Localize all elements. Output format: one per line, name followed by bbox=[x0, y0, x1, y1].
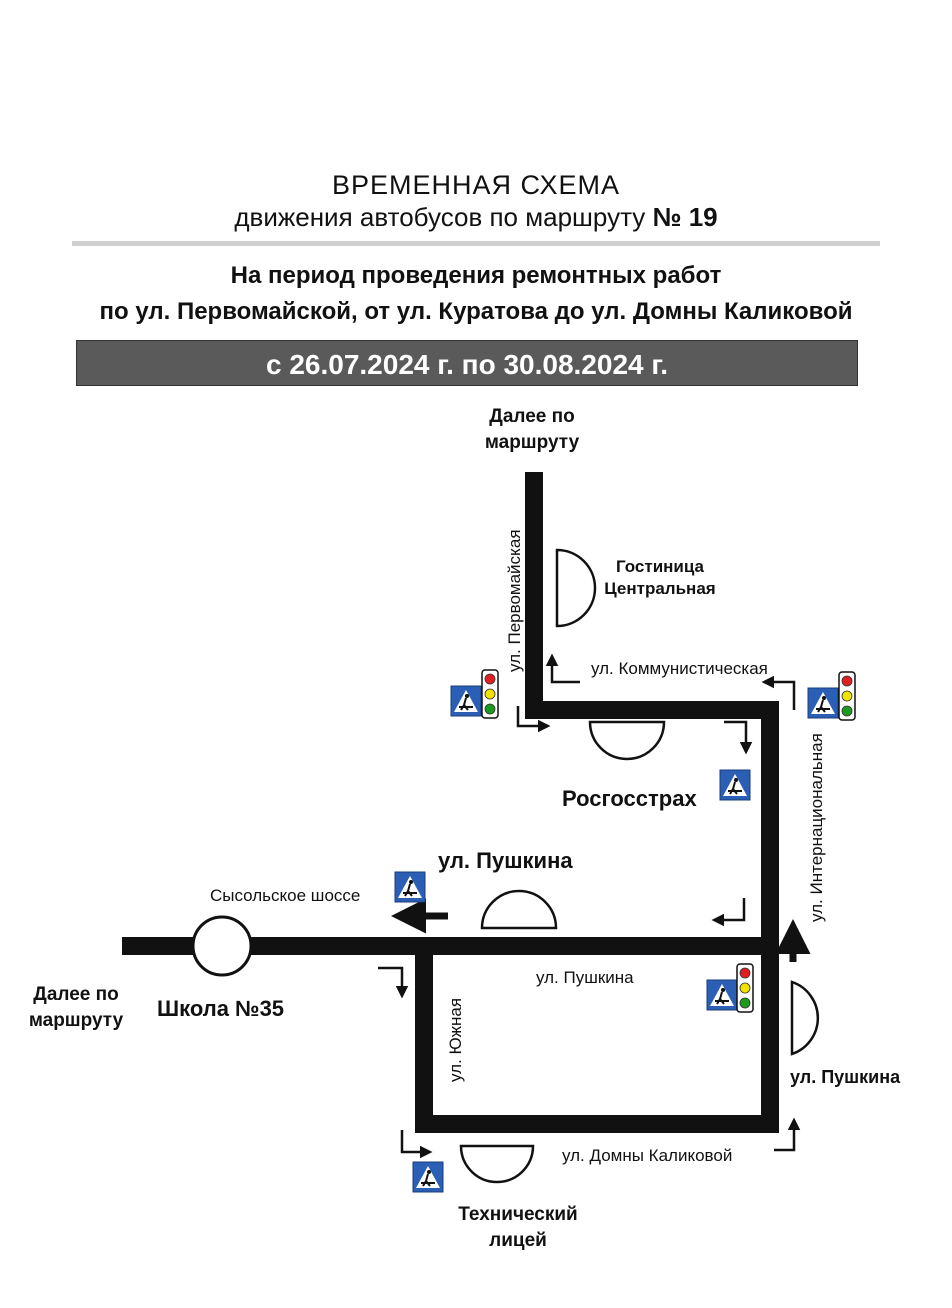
pedestrian-crossing-sign-icon bbox=[413, 1162, 443, 1192]
street-yuzhnaya: ул. Южная bbox=[446, 997, 465, 1082]
pushkina-right-label: ул. Пушкина bbox=[790, 1067, 901, 1087]
hotel-line2: Центральная bbox=[604, 579, 716, 598]
sysolskoe-label: Сысольское шоссе bbox=[210, 886, 361, 905]
route-number: № 19 bbox=[652, 202, 718, 232]
traffic-light-icon bbox=[737, 964, 753, 1012]
continue-route-left bbox=[14, 982, 138, 1034]
street-pushkina-mid: ул. Пушкина bbox=[536, 968, 634, 987]
landmark-pushkina-icon bbox=[482, 891, 556, 928]
pedestrian-crossing-sign-icon bbox=[707, 980, 737, 1010]
landmark-lyceum-icon bbox=[461, 1146, 533, 1182]
continue-left-line2: маршруту bbox=[28, 1010, 124, 1031]
pushkina-big-label: ул. Пушкина bbox=[438, 848, 573, 873]
landmark-pushkina-right-icon bbox=[792, 982, 818, 1054]
landmark-rosgosstrakh-icon bbox=[590, 722, 664, 759]
traffic-light-icon bbox=[482, 670, 498, 718]
rosgosstrakh-label: Росгосстрах bbox=[562, 786, 697, 811]
continue-left-line1: Далее по bbox=[33, 984, 119, 1005]
pedestrian-crossing-sign-icon bbox=[395, 872, 425, 902]
period-line-2: по ул. Первомайской, от ул. Куратова до ул. Домны Каликовой bbox=[99, 298, 853, 325]
school-label: Школа №35 bbox=[157, 996, 285, 1021]
period-line-1: На период проведения ремонтных работ bbox=[230, 262, 722, 289]
scheme-title: ВРЕМЕННАЯ СХЕМА bbox=[331, 170, 621, 200]
street-internatsionalnaya: ул. Интернациональная bbox=[807, 733, 826, 922]
roundabout-circle-icon bbox=[193, 917, 251, 975]
street-domny-kalikovoy: ул. Домны Каликовой bbox=[562, 1146, 733, 1165]
traffic-light-icon bbox=[839, 672, 855, 720]
pedestrian-crossing-sign-icon bbox=[451, 686, 481, 716]
hotel-line1: Гостиница bbox=[615, 557, 704, 576]
direction-arrow-icon bbox=[378, 656, 794, 1152]
hotel-label bbox=[590, 556, 730, 600]
lyceum-label bbox=[438, 1202, 598, 1254]
lyceum-line1: Технический bbox=[458, 1204, 578, 1225]
pedestrian-crossing-sign-icon bbox=[808, 688, 838, 718]
street-pervomaiskaya: ул. Первомайская bbox=[505, 529, 524, 672]
lyceum-line2: лицей bbox=[489, 1230, 547, 1251]
street-kommunisticheskaya: ул. Коммунистическая bbox=[591, 659, 768, 678]
continue-route-top bbox=[462, 404, 602, 456]
subtitle-text: движения автобусов по маршруту bbox=[234, 202, 646, 232]
continue-top-line1: Далее по bbox=[489, 406, 575, 427]
pedestrian-crossing-sign-icon bbox=[720, 770, 750, 800]
date-range-banner: с 26.07.2024 г. по 30.08.2024 г. bbox=[76, 340, 858, 386]
continue-top-line2: маршруту bbox=[484, 432, 580, 453]
